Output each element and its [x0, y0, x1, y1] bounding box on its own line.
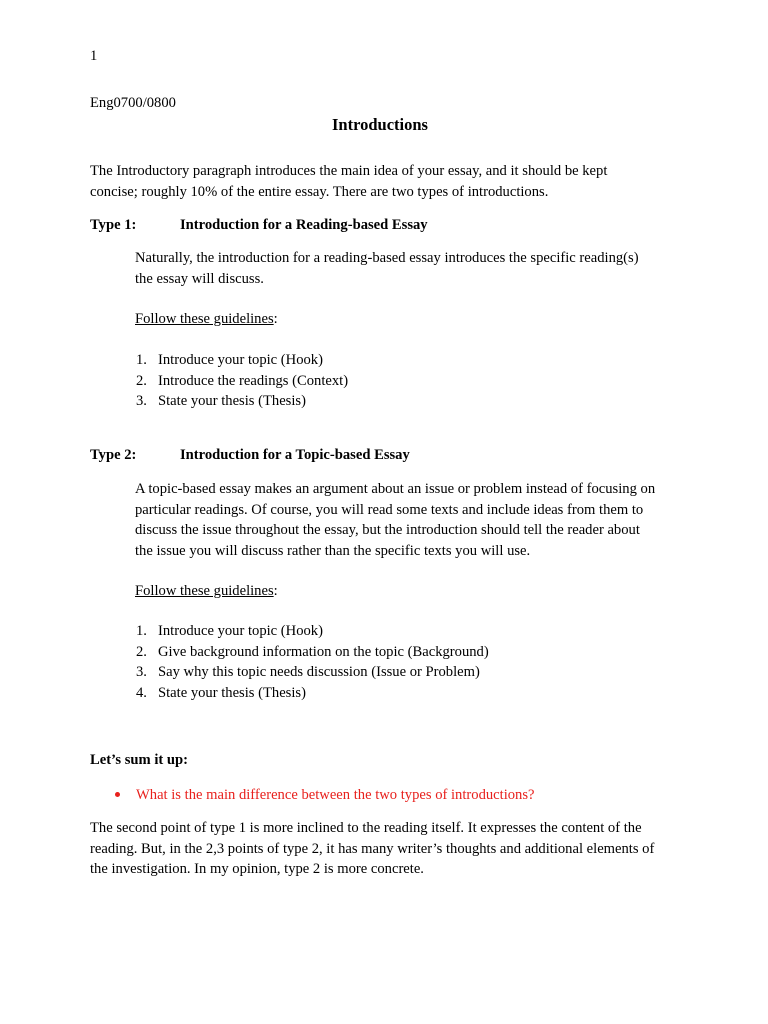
list-item-number: 1.	[136, 623, 147, 639]
intro-paragraph	[90, 161, 690, 202]
type2-desc-line: A topic-based essay makes an argument about an issue or problem instead of focusing on	[135, 481, 656, 497]
list-item-text: Introduce your topic (Hook)	[158, 352, 323, 368]
page-number: 1	[90, 48, 98, 64]
list-item-number: 3.	[136, 664, 147, 680]
type1-guidelines-list	[136, 350, 348, 412]
summary-question: What is the main difference between the two types of introductions?	[136, 787, 535, 803]
intro-line: The Introductory paragraph introduces the main idea of your essay, and it should be kept	[90, 163, 608, 179]
list-item-number: 1.	[136, 352, 147, 368]
list-item-number: 2.	[136, 372, 147, 389]
type2-guidelines-label: Follow these guidelines	[135, 583, 274, 599]
list-item-text: Say why this topic needs discussion (Issue or Problem)	[158, 664, 480, 680]
type2-desc-line: particular readings. Of course, you will read some texts and include ideas from them to	[135, 501, 644, 518]
type1-guidelines-colon: :	[273, 311, 278, 327]
list-item-number: 3.	[136, 393, 147, 409]
intro-line: concise; roughly 10% of the entire essay. There are two types of introductions.	[90, 183, 549, 200]
list-item	[136, 642, 489, 663]
type2-description	[135, 479, 695, 561]
list-item	[136, 662, 489, 683]
type2-desc-line: the issue you will discuss rather than the specific texts you will use.	[135, 542, 531, 559]
type2-desc-line: discuss the issue throughout the essay, but the introduction should tell the reader about	[135, 522, 640, 538]
summary-heading: Let’s sum it up:	[90, 752, 188, 768]
type2-heading: Introduction for a Topic-based Essay	[180, 447, 410, 463]
list-item-text: Introduce your topic (Hook)	[158, 623, 323, 639]
answer-line: The second point of type 1 is more inclined to the reading itself. It expresses the content of the	[90, 820, 642, 836]
type1-label: Type 1:	[90, 217, 137, 233]
list-item	[136, 391, 348, 412]
type2-guidelines-colon: :	[273, 583, 278, 599]
type2-guidelines-list	[136, 621, 489, 703]
list-item-number: 2.	[136, 643, 147, 660]
bullet-icon	[115, 792, 120, 797]
type1-desc-line: Naturally, the introduction for a reading-based essay introduces the specific reading(s)	[135, 250, 639, 266]
page-title: Introductions	[332, 115, 428, 134]
list-item	[136, 350, 348, 371]
type1-guidelines-heading	[135, 309, 278, 330]
type1-heading: Introduction for a Reading-based Essay	[180, 217, 428, 233]
list-item-text: Give background information on the topic (Background)	[158, 643, 489, 660]
list-item	[136, 371, 348, 392]
list-item-text: Introduce the readings (Context)	[158, 372, 349, 389]
type1-desc-line: the essay will discuss.	[135, 270, 264, 287]
list-item	[136, 683, 489, 704]
course-code: Eng0700/0800	[90, 95, 176, 111]
list-item	[136, 621, 489, 642]
answer-line: reading. But, in the 2,3 points of type 2, it has many writer’s thoughts and additional elements of	[90, 840, 655, 857]
list-item-text: State your thesis (Thesis)	[158, 393, 306, 409]
type2-label: Type 2:	[90, 447, 137, 463]
answer-paragraph	[90, 818, 690, 880]
type1-description	[135, 248, 695, 289]
list-item-number: 4.	[136, 684, 147, 701]
list-item-text: State your thesis (Thesis)	[158, 684, 306, 701]
answer-line: the investigation. In my opinion, type 2 is more concrete.	[90, 861, 424, 877]
type2-guidelines-heading	[135, 581, 278, 602]
type1-guidelines-label: Follow these guidelines	[135, 311, 274, 327]
